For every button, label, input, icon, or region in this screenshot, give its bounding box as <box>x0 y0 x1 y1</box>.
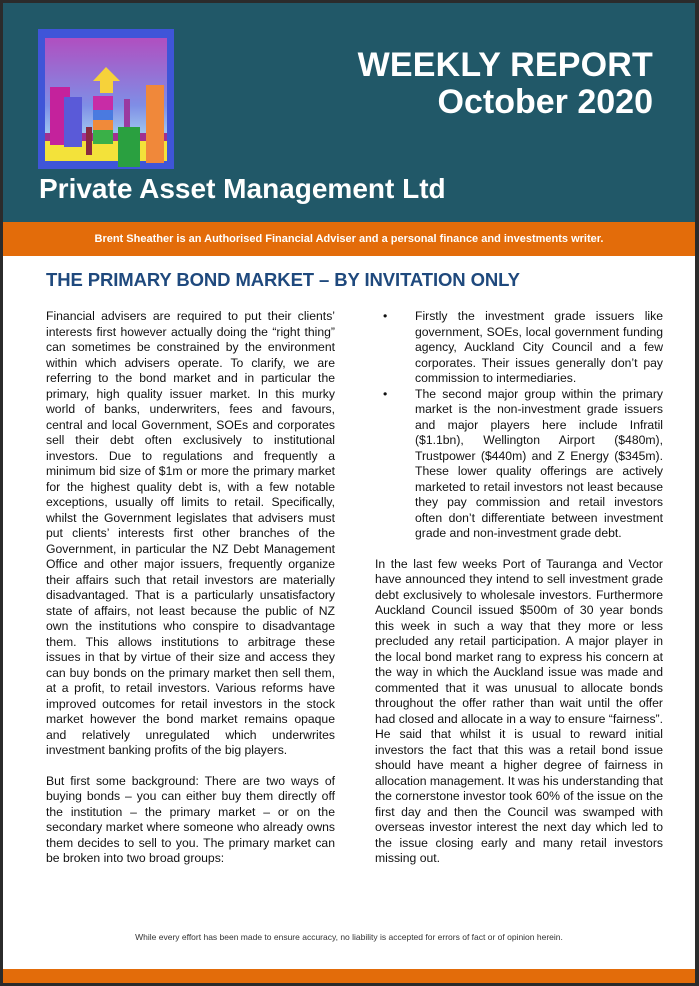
report-page <box>3 3 695 983</box>
list-item-text: Firstly the investment grade issuers like government, SOEs, local government funding agency, Auckland City Council and a few corporates. Their issues generally don’t pay commission to intermediaries. <box>415 309 663 385</box>
report-title <box>358 47 653 121</box>
article-headline: THE PRIMARY BOND MARKET – BY INVITATION ONLY <box>46 269 520 290</box>
issuer-groups-list <box>375 309 663 542</box>
report-header <box>3 3 695 222</box>
article-column-right <box>375 309 663 867</box>
disclaimer: While every effort has been made to ensure accuracy, no liability is accepted for errors of fact or of opinion herein. <box>135 932 563 942</box>
bullet-icon: • <box>383 386 388 401</box>
report-date: October 2020 <box>437 83 653 121</box>
report-title-line1: WEEKLY REPORT <box>357 46 653 84</box>
list-item <box>375 309 663 387</box>
company-name: Private Asset Management Ltd <box>39 173 446 204</box>
article-paragraph: Financial advisers are required to put their clients’ interests first however actually doing the “right thing” can sometimes be constrained by the environment within which advisers operate. To clarify, we are referring to the bond market and in particular the primary, high quality issuer market. In this murky world of banks, underwriters, fees and favours, central and local Government, SOEs and corporates sell their debt often exclusively to institutional investors. Due to regulations and frequently a minimum bid size of $1m or more the primary market for the highest quality debt is, with a few notable exceptions, usually off limits to retail. Specifically, whilst the Government legislates that advisers must put clients’ interests first other branches of the Government, in particular the NZ Debt Management Office and other major issuers, frequently organize their affairs such that retail investors are materially disadvantaged. That is a particularly unsatisfactory state of affairs, not least because the public of NZ own the institutions who conspire to disadvantage them. This allows institutions to arbitrage these issues in that by virtue of their size and access they can buy bonds on the primary market then sell them, at a profit, to retail investors. Various reforms have improved outcomes for retail investors in the stock market however the bond market remains opaque and relatively unregulated which underwrites investment banking profits of the big players. <box>46 309 335 757</box>
article-column-left <box>46 309 335 867</box>
bullet-icon: • <box>383 309 388 323</box>
growth-blocks-illustration-icon <box>38 29 174 169</box>
article-paragraph: But first some background: There are two ways of buying bonds – you can either buy them directly off the institution – the primary market – or on the secondary market where someone who already owns them decides to sell to you. The primary market can be broken into two broad groups: <box>46 773 335 865</box>
list-item <box>375 387 663 542</box>
adviser-banner: Brent Sheather is an Authorised Financial Adviser and a personal finance and investments writer. <box>3 222 695 256</box>
footer-bar <box>3 969 695 983</box>
list-item-text: The second major group within the primary market is the non-investment grade issuers and major players here include Infratil ($1.1bn), Wellington Airport ($480m), Trustpower ($440m) and Z Energy ($345m). These lower quality offerings are actively marketed to retail investors not least because they pay commission and retail investors often don’t differentiate between investment grade and non-investment grade debt. <box>415 386 663 540</box>
article-paragraph: In the last few weeks Port of Tauranga and Vector have announced they intend to sell investment grade debt exclusively to wholesale investors. Furthermore Auckland Council issued $500m of 30 year bonds this week in such a way that they more or less precluded any retail participation. A major player in the local bond market rang to express his concern at the way in which the Auckland issue was made and commented that it was unusual to allocate bonds throughout the offer rather than wait until the offer had closed and allocate in a way to ensure “fairness”. He said that whilst it is usual to reward initial investors the fact that this was a retail bond issue should have meant a higher degree of fairness in allocation management. It was his understanding that the cornerstone investor took 60% of the issue on the first day and then the Council was swamped with overseas investor interest the next day which led to the issue closing early and many retail investors missing out. <box>375 556 663 865</box>
